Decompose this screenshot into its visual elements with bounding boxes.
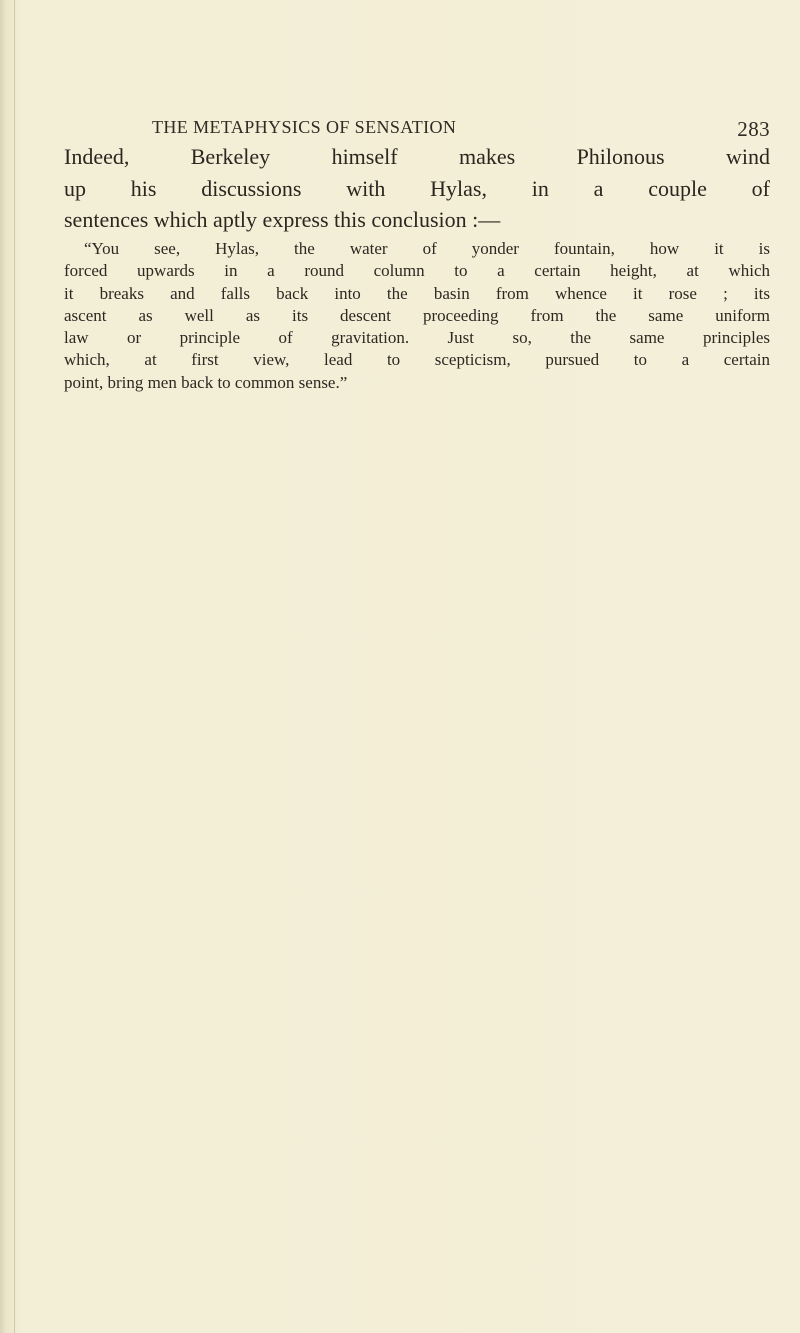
page-gutter-edge [14, 0, 15, 1333]
block-quote [64, 238, 770, 394]
paragraph-line: sentences which aptly express this conclusion :— [64, 207, 501, 232]
quote-line: which, at first view, lead to scepticism, pursued to a certain [64, 350, 770, 370]
page-number: 283 [737, 117, 770, 141]
paragraph-line: up his discussions with Hylas, in a couple of [64, 175, 770, 201]
main-paragraph [64, 141, 770, 236]
paragraph-line: Indeed, Berkeley himself makes Philonous wind [64, 144, 770, 169]
quote-line: law or principle of gravitation. Just so, the same principles [64, 328, 770, 348]
quote-line: point, bring men back to common sense.” [64, 372, 348, 392]
quote-line: “You see, Hylas, the water of yonder fountain, how it is [84, 239, 770, 258]
running-title: THE METAPHYSICS OF SENSATION [152, 117, 457, 137]
quote-line: ascent as well as its descent proceeding from the same uniform [64, 305, 770, 325]
quote-line: it breaks and falls back into the basin from whence it rose ; its [64, 283, 770, 303]
quote-line: forced upwards in a round column to a certain height, at which [64, 261, 770, 281]
running-head [152, 117, 770, 141]
